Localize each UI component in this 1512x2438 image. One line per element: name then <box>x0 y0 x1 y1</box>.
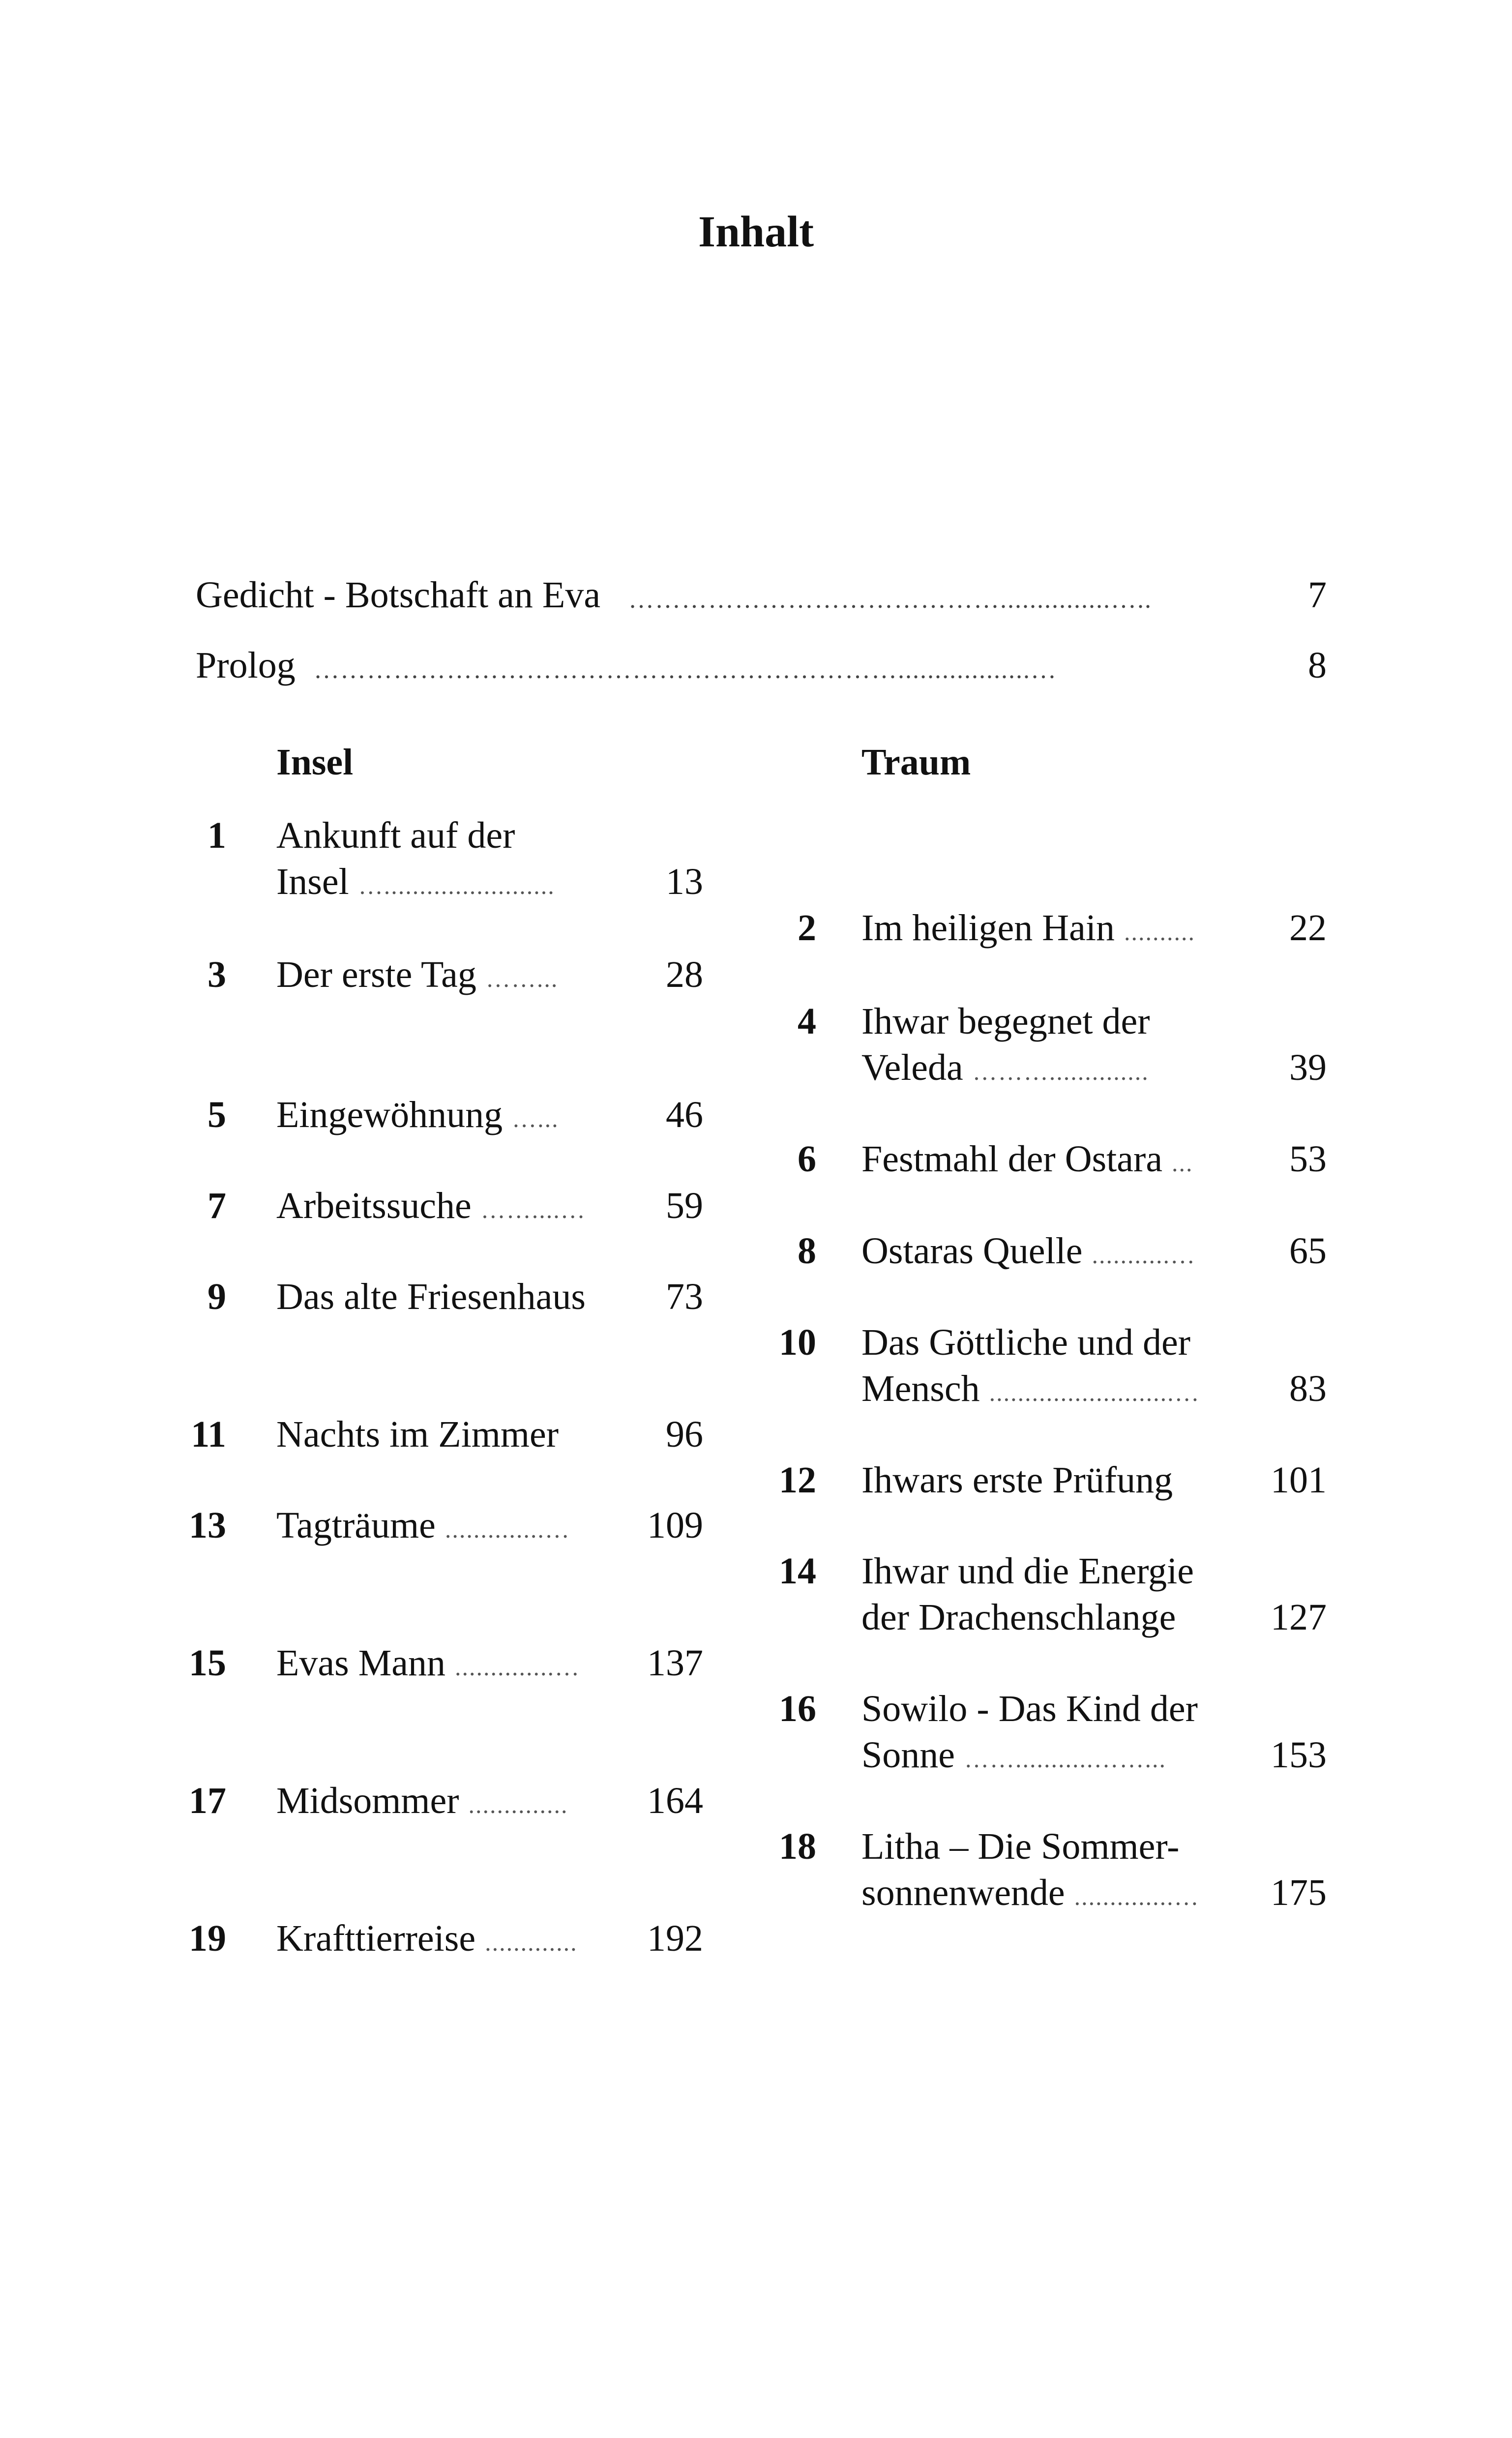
chapter-number: 9 <box>208 1276 226 1317</box>
chapter-title-continued: Sonne <box>861 1734 955 1776</box>
chapter-title: Sowilo - Das Kind der <box>861 1688 1198 1729</box>
chapter-title: Ihwars erste Prüfung <box>861 1459 1173 1501</box>
chapter-title: Im heiligen Hain <box>861 907 1115 949</box>
dot-leader: ..........................… <box>989 1379 1200 1406</box>
chapter-number: 7 <box>208 1185 226 1226</box>
chapter-number: 15 <box>189 1642 226 1684</box>
chapter-number: 19 <box>189 1918 226 1959</box>
chapter-number: 13 <box>189 1505 226 1546</box>
chapter-title: Evas Mann <box>276 1642 446 1684</box>
dot-leader: ..............… <box>455 1653 581 1681</box>
dot-leader: ……….............. <box>972 1058 1149 1085</box>
chapter-title: Ihwar und die Energie <box>861 1550 1194 1592</box>
chapter-title: Arbeitssuche <box>276 1185 472 1226</box>
chapter-page: 83 <box>1289 1368 1327 1409</box>
chapter-title-continued: Veleda <box>861 1047 963 1088</box>
dot-leader: .............. <box>468 1791 568 1818</box>
chapter-title: Festmahl der Ostara <box>861 1138 1163 1180</box>
chapter-title-continued: der Drachenschlange <box>861 1597 1176 1638</box>
chapter-page: 28 <box>666 954 703 995</box>
chapter-title: Ankunft auf der <box>276 815 515 856</box>
chapter-page: 59 <box>666 1185 703 1226</box>
chapter-title: Ostaras Quelle <box>861 1230 1083 1272</box>
chapter-page: 109 <box>647 1505 703 1546</box>
chapter-title: Ihwar begegnet der <box>861 1001 1150 1042</box>
chapter-page: 127 <box>1271 1597 1327 1638</box>
chapter-number: 14 <box>779 1550 816 1592</box>
chapter-page: 137 <box>647 1642 703 1684</box>
chapter-page: 192 <box>647 1918 703 1959</box>
chapter-number: 4 <box>798 1001 816 1042</box>
column-heading-traum: Traum <box>861 742 971 783</box>
chapter-page: 65 <box>1289 1230 1327 1272</box>
chapter-page: 46 <box>666 1094 703 1135</box>
dot-leader: …... <box>512 1105 559 1132</box>
toc-entry-page: 7 <box>1308 574 1327 616</box>
chapter-page: 39 <box>1289 1047 1327 1088</box>
chapter-page: 96 <box>666 1414 703 1455</box>
dot-leader: .......... <box>1124 918 1195 946</box>
dot-leader: ..............… <box>1074 1883 1200 1910</box>
chapter-number: 11 <box>191 1414 226 1455</box>
dot-leader: …........................ <box>358 872 555 899</box>
chapter-title: Eingewöhnung <box>276 1094 503 1135</box>
chapter-page: 53 <box>1289 1138 1327 1180</box>
chapter-title: Litha – Die Sommer- <box>861 1826 1180 1867</box>
chapter-page: 164 <box>647 1780 703 1821</box>
dot-leader: ……………………………………...............….. <box>628 586 1152 614</box>
chapter-number: 1 <box>208 815 226 856</box>
chapter-number: 17 <box>189 1780 226 1821</box>
chapter-page: 13 <box>666 861 703 902</box>
chapter-number: 2 <box>798 907 816 949</box>
chapter-title-continued: Mensch <box>861 1368 980 1409</box>
chapter-title: Krafttierreise <box>276 1918 476 1959</box>
dot-leader: ...........… <box>1092 1241 1196 1269</box>
toc-entry-page: 8 <box>1308 645 1327 686</box>
chapter-number: 5 <box>208 1094 226 1135</box>
chapter-title-continued: Insel <box>276 861 349 902</box>
chapter-number: 16 <box>779 1688 816 1729</box>
chapter-title: Midsommer <box>276 1780 459 1821</box>
dot-leader: ............. <box>485 1929 578 1956</box>
dot-leader: ..............… <box>445 1516 570 1543</box>
chapter-number: 3 <box>208 954 226 995</box>
chapter-title-continued: sonnenwende <box>861 1872 1065 1913</box>
chapter-title: Tagträume <box>276 1505 436 1546</box>
toc-entry-title: Prolog <box>196 645 296 686</box>
dot-leader: ……... <box>485 965 559 992</box>
toc-entry-title: Gedicht - Botschaft an Eva <box>196 574 601 616</box>
dot-leader: ... <box>1172 1149 1193 1177</box>
chapter-page: 101 <box>1271 1459 1327 1501</box>
chapter-title: Nachts im Zimmer <box>276 1414 559 1455</box>
dot-leader: …………………………………………………………..................… <box>314 656 1057 684</box>
dot-leader: ……...........……... <box>964 1745 1166 1773</box>
chapter-title: Der erste Tag <box>276 954 476 995</box>
page-title: Inhalt <box>698 208 814 256</box>
chapter-title: Das alte Friesenhaus <box>276 1276 586 1317</box>
chapter-number: 12 <box>779 1459 816 1501</box>
chapter-number: 8 <box>798 1230 816 1272</box>
chapter-page: 175 <box>1271 1872 1327 1913</box>
chapter-number: 6 <box>798 1138 816 1180</box>
chapter-number: 10 <box>779 1322 816 1363</box>
chapter-page: 73 <box>666 1276 703 1317</box>
chapter-page: 153 <box>1271 1734 1327 1776</box>
chapter-page: 22 <box>1289 907 1327 949</box>
column-heading-insel: Insel <box>276 742 354 783</box>
chapter-number: 18 <box>779 1826 816 1867</box>
dot-leader: ……....… <box>480 1196 586 1223</box>
chapter-title: Das Göttliche und der <box>861 1322 1191 1363</box>
